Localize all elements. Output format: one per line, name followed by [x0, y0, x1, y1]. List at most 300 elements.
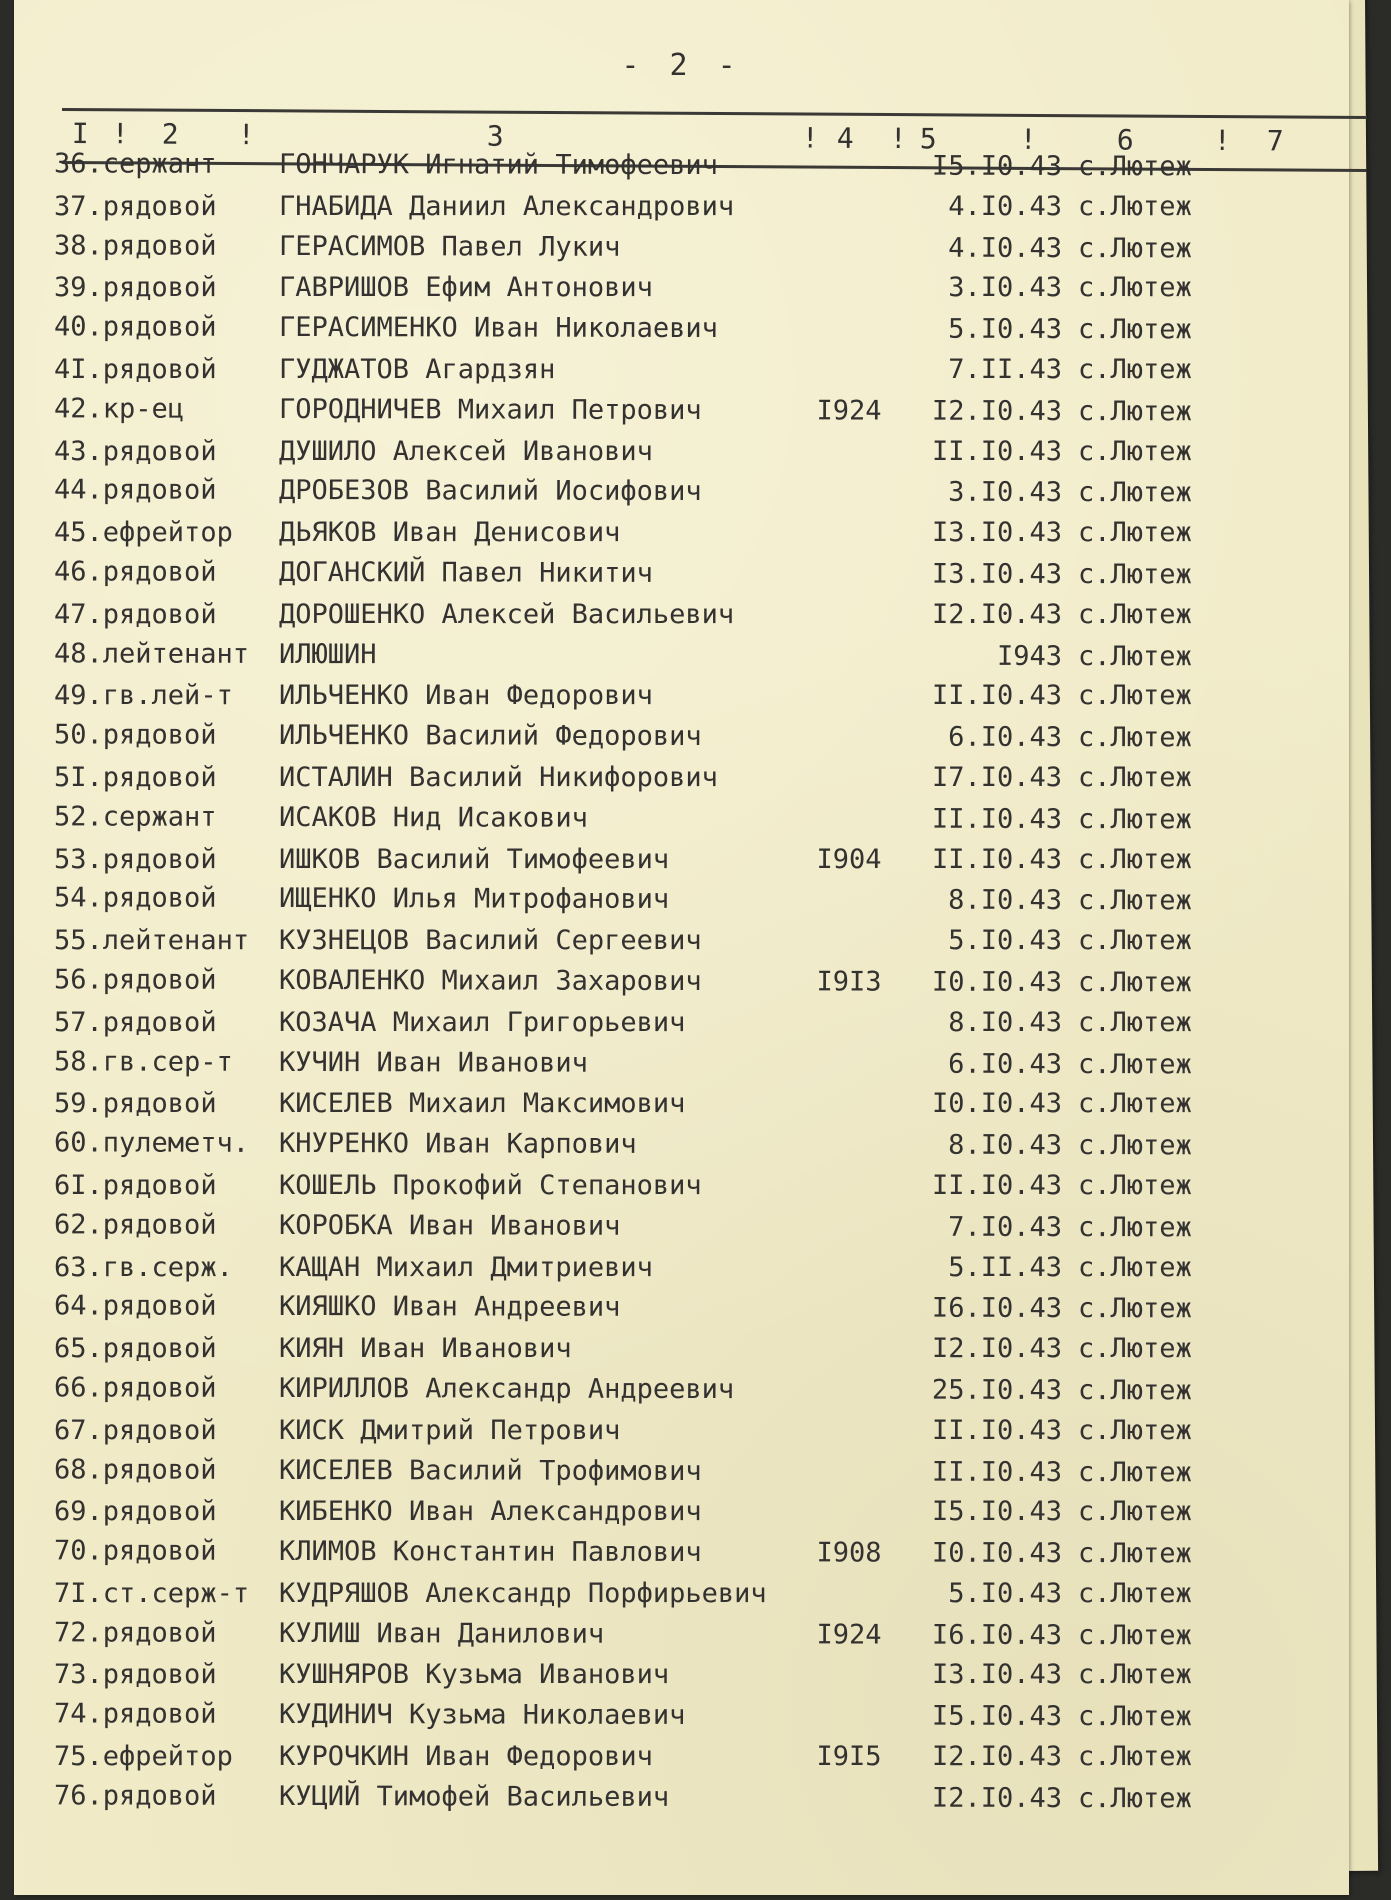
table-row — [14, 595, 1349, 636]
date-of-death: II.I0.43 — [931, 435, 1062, 467]
table-row — [14, 1695, 1349, 1739]
burial-place: с.Лютеж — [1077, 966, 1192, 999]
rank: рядовой — [102, 353, 217, 385]
row-number: 65. — [54, 1333, 103, 1365]
burial-place: с.Лютеж — [1077, 559, 1192, 591]
column-separator: ! — [111, 117, 129, 151]
burial-place: с.Лютеж — [1078, 761, 1192, 793]
rank: рядовой — [102, 1659, 217, 1691]
burial-place: с.Лютеж — [1077, 1130, 1192, 1162]
row-number-rank — [54, 1655, 274, 1695]
date-of-death: I5.I0.43 — [931, 150, 1063, 182]
table-row — [14, 552, 1349, 596]
row-number-rank — [54, 1531, 274, 1572]
row-number-rank — [54, 1123, 274, 1164]
table-row — [14, 960, 1349, 1004]
rank: рядовой — [102, 1088, 217, 1120]
row-number-rank — [54, 1574, 274, 1614]
table-row — [14, 1655, 1349, 1696]
row-number-rank — [54, 1248, 274, 1288]
date-of-death: II.I0.43 — [931, 803, 1063, 835]
birth-year: I908 — [816, 1537, 882, 1569]
rank: рядовой — [102, 1169, 217, 1201]
rank: лейтенант — [102, 925, 250, 957]
row-number-rank — [54, 268, 274, 308]
date-of-death: 4.I0.43 — [948, 190, 1062, 222]
row-number-rank — [54, 1084, 274, 1124]
table-row — [14, 1084, 1349, 1125]
date-of-death: I5.I0.43 — [931, 1496, 1062, 1528]
burial-place: с.Лютеж — [1078, 843, 1192, 875]
rank: рядовой — [102, 761, 217, 793]
date-of-death: I2.I0.43 — [931, 1782, 1063, 1814]
birth-year: I9I5 — [816, 1741, 882, 1773]
rank: сержант — [102, 801, 217, 833]
row-number-rank — [54, 552, 274, 593]
burial-place: с.Лютеж — [1077, 1048, 1192, 1080]
row-number: 62. — [53, 1209, 103, 1241]
rank: сержант — [102, 148, 217, 180]
row-number-rank — [54, 1450, 274, 1491]
row-number: 4I. — [54, 353, 103, 385]
rank: ефрейтор — [102, 517, 233, 549]
date-of-death: I6.I0.43 — [931, 1292, 1063, 1325]
date-of-death: 5.I0.43 — [948, 313, 1063, 346]
row-number: 39. — [54, 272, 103, 304]
rank: рядовой — [102, 964, 217, 996]
rank: рядовой — [102, 1414, 217, 1446]
rank: ст.серж-т — [102, 1577, 250, 1609]
rank: рядовой — [102, 1496, 217, 1528]
table-row — [14, 307, 1349, 351]
row-number-rank — [54, 389, 274, 430]
burial-place: с.Лютеж — [1078, 1251, 1192, 1283]
table-row — [14, 715, 1349, 759]
date-of-death: I0.I0.43 — [931, 1537, 1063, 1570]
row-number: 58. — [53, 1045, 103, 1078]
full-name: КУДИНИЧ Кузьма Николаевич — [278, 1699, 686, 1732]
rank: ефрейтор — [102, 1741, 233, 1773]
row-number-rank — [54, 187, 274, 227]
date-of-death: 3.I0.43 — [948, 272, 1062, 304]
rank: рядовой — [102, 882, 217, 915]
date-of-death: 4.I0.43 — [948, 232, 1063, 264]
date-of-death: 5.I0.43 — [948, 1577, 1062, 1609]
burial-place: с.Лютеж — [1077, 885, 1192, 917]
full-name: КНУРЕНКО Иван Карпович — [278, 1128, 637, 1161]
full-name: КИСК Дмитрий Петрович — [279, 1414, 621, 1446]
date-of-death: I943 — [996, 640, 1063, 672]
row-number: 40. — [53, 311, 103, 343]
rank: рядовой — [102, 1290, 217, 1323]
rank: гв.серж. — [102, 1251, 233, 1283]
burial-place: с.Лютеж — [1077, 1782, 1192, 1815]
full-name: КИСЕЛЕВ Василий Трофимович — [278, 1454, 702, 1487]
table-row — [14, 1329, 1349, 1370]
table-row — [14, 1368, 1349, 1412]
casualty-list — [14, 146, 1349, 1819]
row-number-rank — [54, 144, 274, 185]
row-number: 60. — [53, 1127, 103, 1159]
row-number: 75. — [54, 1741, 103, 1773]
burial-place: с.Лютеж — [1078, 1577, 1192, 1609]
row-number-rank — [54, 1042, 274, 1083]
full-name: КУЗНЕЦОВ Василий Сергеевич — [279, 925, 702, 957]
row-number-rank — [54, 758, 274, 798]
birth-year: I924 — [816, 1619, 882, 1651]
page-number: - 2 - — [621, 48, 742, 83]
burial-place: с.Лютеж — [1078, 353, 1192, 385]
column-header-3: 3 — [486, 119, 504, 153]
column-header-7: 7 — [1266, 124, 1284, 158]
date-of-death: 25.I0.43 — [931, 1374, 1063, 1406]
full-name: ДОГАНСКИЙ Павел Никитич — [278, 556, 653, 589]
burial-place: с.Лютеж — [1078, 1414, 1192, 1446]
full-name: ИЛЮШИН — [278, 638, 377, 670]
date-of-death: I2.I0.43 — [931, 395, 1063, 427]
date-of-death: II.I0.43 — [931, 1456, 1063, 1488]
rank: гв.сер-т — [102, 1046, 233, 1078]
row-number: 68. — [53, 1453, 103, 1485]
date-of-death: II.I0.43 — [931, 1414, 1062, 1446]
table-row — [14, 879, 1349, 923]
column-separator: ! — [1213, 124, 1231, 158]
rank: кр-ец — [102, 393, 185, 425]
table-row — [14, 389, 1349, 433]
date-of-death: I3.I0.43 — [931, 558, 1063, 590]
burial-place: с.Лютеж — [1077, 1374, 1192, 1407]
full-name: ДУШИЛО Алексей Иванович — [279, 435, 653, 467]
table-row — [14, 1450, 1349, 1494]
rank: рядовой — [102, 598, 217, 630]
row-number: 67. — [54, 1414, 103, 1446]
row-number: 43. — [54, 435, 103, 467]
row-number-rank — [54, 226, 274, 267]
row-number-rank — [54, 471, 274, 512]
birth-year: I9I3 — [816, 966, 882, 998]
table-row — [14, 921, 1349, 962]
row-number: 52. — [53, 801, 103, 833]
full-name: ГОРОДНИЧЕВ Михаил Петрович — [278, 393, 702, 426]
full-name: ИЩЕНКО Илья Митрофанович — [278, 883, 670, 916]
burial-place: с.Лютеж — [1078, 925, 1192, 957]
row-number: 44. — [53, 474, 103, 506]
date-of-death: 7.I0.43 — [948, 1211, 1063, 1243]
row-number-rank — [54, 921, 274, 961]
burial-place: с.Лютеж — [1078, 1169, 1192, 1201]
column-separator: ! — [237, 118, 255, 152]
column-header-2: 2 — [161, 117, 179, 151]
date-of-death: II.I0.43 — [931, 843, 1062, 875]
row-number-rank — [54, 350, 274, 390]
full-name: ИЛЬЧЕНКО Иван Федорович — [279, 680, 653, 712]
burial-place: с.Лютеж — [1078, 517, 1192, 549]
burial-place: с.Лютеж — [1077, 314, 1192, 346]
row-number: 56. — [53, 964, 103, 996]
burial-place: с.Лютеж — [1077, 1456, 1192, 1488]
full-name: КИСЕЛЕВ Михаил Максимович — [279, 1088, 686, 1120]
full-name: КУЛИШ Иван Данилович — [278, 1617, 605, 1650]
date-of-death: II.I0.43 — [931, 1169, 1062, 1201]
table-row — [14, 840, 1349, 881]
table-row — [14, 1411, 1349, 1452]
table-row — [14, 432, 1349, 473]
table-row — [14, 1205, 1349, 1249]
row-number: 63. — [54, 1251, 103, 1283]
row-number: 73. — [54, 1659, 103, 1691]
row-number: 66. — [53, 1372, 103, 1404]
row-number-rank — [54, 1166, 274, 1206]
row-number: 53. — [54, 843, 103, 875]
rank: рядовой — [102, 1453, 217, 1486]
date-of-death: I2.I0.43 — [931, 1741, 1062, 1773]
row-number-rank — [54, 1492, 274, 1532]
row-number-rank — [54, 879, 274, 920]
date-of-death: 8.I0.43 — [948, 885, 1063, 917]
burial-place: с.Лютеж — [1077, 803, 1192, 836]
burial-place: с.Лютеж — [1078, 598, 1192, 630]
burial-place: с.Лютеж — [1077, 395, 1192, 428]
burial-place: с.Лютеж — [1077, 1211, 1192, 1244]
rank: рядовой — [102, 311, 217, 343]
burial-place: с.Лютеж — [1077, 151, 1192, 183]
full-name: КУДРЯШОВ Александр Порфирьевич — [279, 1577, 767, 1609]
full-name: КАЩАН Михаил Дмитриевич — [279, 1251, 653, 1283]
burial-place: с.Лютеж — [1078, 435, 1192, 467]
row-number-rank — [54, 1776, 274, 1817]
rank: рядовой — [102, 1372, 217, 1404]
date-of-death: 3.I0.43 — [948, 477, 1063, 509]
rank: рядовой — [102, 272, 217, 304]
table-row — [14, 268, 1349, 309]
table-row — [14, 1737, 1349, 1778]
rank: рядовой — [102, 1780, 217, 1812]
burial-place: с.Лютеж — [1078, 1333, 1192, 1365]
row-number: 76. — [53, 1780, 103, 1812]
full-name: КОВАЛЕНКО Михаил Захарович — [278, 964, 702, 997]
date-of-death: I2.I0.43 — [931, 1333, 1062, 1365]
burial-place: с.Лютеж — [1078, 190, 1192, 222]
row-number-rank — [54, 676, 274, 716]
burial-place: с.Лютеж — [1078, 1088, 1192, 1120]
row-number: 57. — [54, 1006, 103, 1038]
table-row — [14, 144, 1349, 188]
row-number: 72. — [53, 1617, 103, 1649]
row-number-rank — [54, 432, 274, 472]
row-number-rank — [54, 960, 274, 1001]
table-row — [14, 226, 1349, 270]
burial-place: с.Лютеж — [1077, 477, 1192, 509]
rank: рядовой — [102, 435, 217, 467]
row-number: 50. — [53, 719, 103, 751]
burial-place: с.Лютеж — [1077, 1701, 1192, 1733]
table-row — [14, 1042, 1349, 1086]
column-header-5: 5 — [919, 122, 937, 156]
row-number-rank — [54, 840, 274, 880]
row-number-rank — [54, 1287, 274, 1328]
table-row — [14, 187, 1349, 228]
document-page — [14, 0, 1349, 1895]
column-separator: ! — [889, 122, 907, 156]
rank: рядовой — [102, 1698, 217, 1731]
birth-year: I904 — [816, 843, 882, 875]
rank: рядовой — [102, 474, 217, 507]
burial-place: с.Лютеж — [1077, 1619, 1192, 1652]
table-row — [14, 676, 1349, 717]
full-name: КУРОЧКИН Иван Федорович — [279, 1741, 653, 1773]
row-number-rank — [54, 1003, 274, 1043]
date-of-death: 8.I0.43 — [948, 1129, 1063, 1162]
date-of-death: 5.II.43 — [948, 1251, 1062, 1283]
row-number: 74. — [53, 1698, 103, 1730]
rank: рядовой — [102, 719, 217, 751]
row-number: 38. — [53, 229, 103, 262]
table-row — [14, 1003, 1349, 1044]
row-number: 54. — [53, 882, 103, 914]
full-name: ИСАКОВ Нид Исакович — [278, 801, 588, 834]
full-name: ДРОБЕЗОВ Василий Иосифович — [278, 475, 702, 508]
rank: рядовой — [102, 843, 217, 875]
full-name: КУШНЯРОВ Кузьма Иванович — [279, 1659, 670, 1691]
rank: рядовой — [102, 1006, 217, 1038]
rank: рядовой — [102, 1333, 217, 1365]
row-number-rank — [54, 1613, 274, 1654]
date-of-death: I2.I0.43 — [931, 598, 1062, 630]
full-name: ИШКОВ Василий Тимофеевич — [279, 843, 670, 875]
row-number: 46. — [53, 556, 103, 588]
burial-place: с.Лютеж — [1077, 640, 1192, 672]
row-number: 59. — [54, 1088, 103, 1120]
rank: рядовой — [102, 1209, 217, 1241]
full-name: КИЯШКО Иван Андреевич — [278, 1291, 621, 1324]
birth-year: I924 — [816, 395, 882, 427]
row-number-rank — [54, 308, 274, 349]
row-number: 48. — [53, 637, 103, 670]
rank: рядовой — [102, 1535, 217, 1567]
burial-place: с.Лютеж — [1078, 1006, 1192, 1038]
rank: рядовой — [102, 230, 217, 262]
full-name: ИЛЬЧЕНКО Василий Федорович — [278, 720, 702, 753]
row-number: 69. — [54, 1496, 103, 1528]
row-number: 64. — [53, 1290, 103, 1322]
burial-place: с.Лютеж — [1078, 1741, 1192, 1773]
full-name: КИЯН Иван Иванович — [279, 1333, 572, 1365]
row-number-rank — [54, 513, 274, 553]
full-name: ГУДЖАТОВ Агардзян — [279, 353, 556, 385]
full-name: ГЕРАСИМОВ Павел Лукич — [278, 230, 621, 263]
row-number-rank — [54, 1695, 274, 1736]
full-name: КОШЕЛЬ Прокофий Степанович — [279, 1169, 702, 1201]
full-name: КОЗАЧА Михаил Григорьевич — [279, 1006, 686, 1038]
full-name: КУЦИЙ Тимофей Васильевич — [278, 1780, 670, 1813]
rank: рядовой — [102, 1617, 217, 1649]
table-row — [14, 1613, 1349, 1657]
burial-place: с.Лютеж — [1078, 272, 1192, 304]
rank: рядовой — [102, 190, 217, 222]
row-number-rank — [54, 1368, 274, 1409]
date-of-death: I0.I0.43 — [931, 1088, 1062, 1120]
date-of-death: 7.II.43 — [948, 353, 1062, 385]
table-row — [14, 513, 1349, 554]
full-name: КИБЕНКО Иван Александрович — [279, 1496, 702, 1528]
burial-place: с.Лютеж — [1078, 1659, 1192, 1691]
table-row — [14, 1287, 1349, 1331]
row-number: 6I. — [54, 1169, 103, 1201]
table-row — [14, 1574, 1349, 1615]
row-number-rank — [54, 716, 274, 757]
row-number: 42. — [53, 393, 103, 425]
burial-place: с.Лютеж — [1078, 680, 1192, 712]
date-of-death: I5.I0.43 — [931, 1700, 1063, 1733]
table-row — [14, 634, 1349, 678]
burial-place: с.Лютеж — [1077, 1293, 1192, 1325]
row-number-rank — [54, 1329, 274, 1369]
table-row — [14, 1248, 1349, 1289]
row-number: 49. — [54, 680, 103, 712]
row-number-rank — [54, 634, 274, 675]
date-of-death: I0.I0.43 — [931, 966, 1063, 998]
date-of-death: II.I0.43 — [931, 680, 1062, 712]
date-of-death: I3.I0.43 — [931, 517, 1062, 549]
full-name: ИСТАЛИН Василий Никифорович — [279, 761, 718, 793]
column-header-1: I — [71, 117, 89, 151]
column-header-6: 6 — [1116, 123, 1134, 157]
table-row — [14, 350, 1349, 391]
row-number: 37. — [54, 190, 103, 222]
full-name: КУЧИН Иван Иванович — [278, 1046, 588, 1079]
burial-place: с.Лютеж — [1078, 1496, 1192, 1528]
rank: гв.лей-т — [102, 680, 233, 712]
row-number: 36. — [53, 148, 103, 180]
row-number: 5I. — [54, 761, 103, 793]
date-of-death: 6.I0.43 — [948, 1048, 1063, 1080]
full-name: ГНАБИДА Даниил Александрович — [279, 190, 735, 222]
row-number-rank — [54, 1737, 274, 1777]
table-row — [14, 1166, 1349, 1207]
full-name: ГОНЧАРУК Игнатий Тимофеевич — [278, 148, 718, 182]
row-number: 7I. — [54, 1577, 103, 1609]
full-name: КОРОБКА Иван Иванович — [278, 1209, 621, 1242]
table-row — [14, 1492, 1349, 1533]
burial-place: с.Лютеж — [1077, 232, 1192, 264]
table-row — [14, 758, 1349, 799]
column-separator: ! — [1019, 122, 1037, 156]
full-name: ДОРОШЕНКО Алексей Васильевич — [279, 598, 735, 630]
row-number: 47. — [54, 598, 103, 630]
rank: лейтенант — [102, 638, 250, 670]
row-number: 55. — [54, 925, 103, 957]
row-number-rank — [54, 797, 274, 838]
burial-place: с.Лютеж — [1077, 1538, 1192, 1570]
date-of-death: I7.I0.43 — [931, 761, 1062, 793]
full-name: ГАВРИШОВ Ефим Антонович — [279, 272, 653, 304]
full-name: ГЕРАСИМЕНКО Иван Николаевич — [278, 312, 718, 345]
table-row — [14, 1531, 1349, 1575]
table-row — [14, 471, 1349, 515]
row-number-rank — [54, 1205, 274, 1246]
date-of-death: 8.I0.43 — [948, 1006, 1062, 1038]
table-row — [14, 797, 1349, 841]
column-header-4: 4 — [836, 121, 854, 155]
row-number: 45. — [54, 517, 103, 549]
table-row — [14, 1776, 1349, 1820]
full-name: КЛИМОВ Константин Павлович — [278, 1536, 702, 1569]
table-row — [14, 1123, 1349, 1167]
full-name: КИРИЛЛОВ Александр Андреевич — [278, 1372, 735, 1406]
date-of-death: 6.I0.43 — [948, 721, 1063, 754]
row-number-rank — [54, 1411, 274, 1451]
date-of-death: 5.I0.43 — [948, 925, 1062, 957]
